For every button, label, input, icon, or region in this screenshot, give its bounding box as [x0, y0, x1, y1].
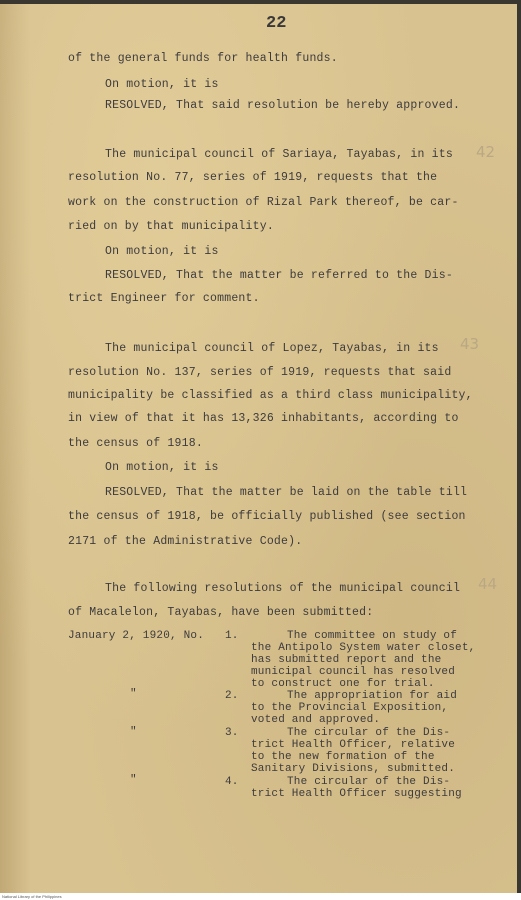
list-item-text: The committee on study of — [287, 630, 458, 642]
text-line: the census of 1918, be officially published (see section — [68, 510, 466, 523]
text-line: ried on by that municipality. — [68, 220, 274, 233]
list-item-text: Sanitary Divisions, submitted. — [251, 763, 456, 775]
scan-top-edge — [0, 0, 521, 4]
text-line: resolution No. 77, series of 1919, requests that the — [68, 171, 438, 184]
list-item-number: 2. — [225, 690, 239, 702]
scan-footer-strip: National Library of the Philippines — [0, 893, 521, 900]
margin-number: 43 — [460, 335, 480, 353]
list-item-number: 4. — [225, 776, 239, 788]
text-line: On motion, it is — [105, 78, 219, 91]
text-line: RESOLVED, That the matter be laid on the table till — [105, 486, 468, 499]
list-item-text: to construct one for trial. — [251, 678, 435, 690]
text-line: in view of that it has 13,326 inhabitants, according to — [68, 412, 459, 425]
list-item-text: trict Health Officer suggesting — [251, 788, 462, 800]
text-line: of the general funds for health funds. — [68, 52, 338, 65]
text-line: of Macalelon, Tayabas, have been submitted: — [68, 606, 374, 619]
text-line: 2171 of the Administrative Code). — [68, 535, 303, 548]
list-item-text: has submitted report and the — [251, 654, 442, 666]
list-item-text: The circular of the Dis- — [287, 727, 451, 739]
text-line: RESOLVED, That the matter be referred to the Dis- — [105, 269, 453, 282]
list-item-text: The circular of the Dis- — [287, 776, 451, 788]
text-line: work on the construction of Rizal Park thereof, be car- — [68, 196, 459, 209]
list-item-text: the Antipolo System water closet, — [251, 642, 476, 654]
text-line: On motion, it is — [105, 245, 219, 258]
list-item-text: voted and approved. — [251, 714, 381, 726]
text-line: The municipal council of Lopez, Tayabas, in its — [105, 342, 439, 355]
margin-number: 42 — [476, 143, 496, 161]
ditto-mark: " — [130, 774, 137, 786]
list-item-text: The appropriation for aid — [287, 690, 458, 702]
list-item-number: 3. — [225, 727, 239, 739]
list-item-text: to the new formation of the — [251, 751, 435, 763]
text-line: the census of 1918. — [68, 437, 203, 450]
scan-right-edge — [517, 0, 521, 900]
text-line: The municipal council of Sariaya, Tayabas, in its — [105, 148, 453, 161]
list-item-text: to the Provincial Exposition, — [251, 702, 449, 714]
ditto-mark: " — [130, 688, 137, 700]
margin-number: 44 — [478, 575, 498, 593]
text-line: trict Engineer for comment. — [68, 292, 260, 305]
page-number: 22 — [266, 14, 287, 33]
ditto-mark: " — [130, 726, 137, 738]
text-line: The following resolutions of the municipal council — [105, 582, 461, 595]
text-line: RESOLVED, That said resolution be hereby approved. — [105, 99, 461, 112]
text-line: municipality be classified as a third class municipality, — [68, 389, 473, 402]
list-item-number: 1. — [225, 630, 239, 642]
list-date-label: January 2, 1920, No. — [68, 630, 205, 642]
list-item-text: municipal council has resolved — [251, 666, 456, 678]
list-item-text: trict Health Officer, relative — [251, 739, 456, 751]
text-line: On motion, it is — [105, 461, 219, 474]
text-line: resolution No. 137, series of 1919, requests that said — [68, 366, 452, 379]
